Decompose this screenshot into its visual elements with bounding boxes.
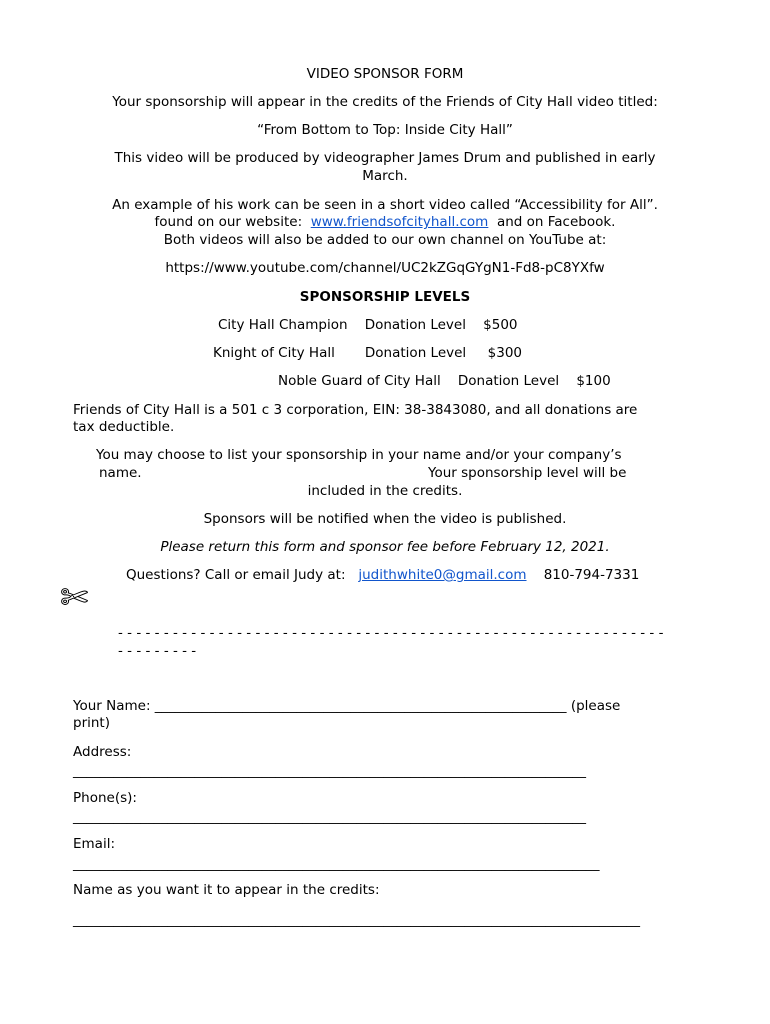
level-label: Donation Level [457, 373, 560, 389]
example-text-line3: Both videos will also be added to our own channel on YouTube at: [163, 232, 607, 248]
example-text-line2 [0, 213, 770, 231]
phone-line: ____________________________________________________________________________ [73, 809, 586, 825]
tax-text-line2: tax deductible. [73, 419, 175, 435]
level-row-champion [218, 316, 518, 334]
tax-text-line1: Friends of City Hall is a 501 c 3 corporation, EIN: 38-3843080, and all donations are [73, 402, 638, 418]
name-field-label-cont: print) [73, 715, 110, 731]
credits-name-line: ____________________________________________________________________________________ [73, 912, 640, 928]
questions-line [126, 566, 639, 584]
level-row-knight [213, 344, 522, 362]
example-text-post: and on Facebook. [496, 214, 616, 230]
choose-text-line3: included in the credits. [307, 483, 463, 499]
return-note: Please return this form and sponsor fee before February 12, 2021. [160, 539, 610, 555]
email-link[interactable]: judithwhite0@gmail.com [358, 567, 527, 583]
video-title: “From Bottom to Top: Inside City Hall” [257, 122, 513, 138]
website-link[interactable]: www.friendsofcityhall.com [310, 214, 489, 230]
level-name: City Hall Champion [218, 317, 348, 333]
level-amount: $500 [483, 317, 518, 333]
youtube-url: https://www.youtube.com/channel/UC2kZGqGYgN1-Fd8-pC8YXfw [165, 260, 605, 276]
email-label: Email: [73, 836, 116, 852]
email-line: ______________________________________________________________________________ [73, 856, 600, 872]
choose-text-line1: You may choose to list your sponsorship in your name and/or your company’s [96, 447, 622, 463]
level-amount: $100 [576, 373, 611, 389]
choose-text-line2a: name. [99, 465, 142, 481]
form-title: VIDEO SPONSOR FORM [306, 66, 464, 82]
example-text-line1: An example of his work can be seen in a short video called “Accessibility for All”. [112, 197, 658, 213]
phone-number: 810-794-7331 [543, 567, 640, 583]
level-label: Donation Level [364, 317, 466, 333]
levels-heading: SPONSORSHIP LEVELS [299, 289, 471, 305]
level-row-noble [278, 372, 611, 390]
scissors-icon: ✄ [60, 578, 89, 618]
address-label: Address: [73, 744, 132, 760]
intro-text: Your sponsorship will appear in the credits of the Friends of City Hall video titled: [112, 94, 658, 110]
level-label: Donation Level [364, 345, 467, 361]
address-line: ____________________________________________________________________________ [73, 763, 586, 779]
level-amount: $300 [487, 345, 523, 361]
produced-text-line2: March. [362, 168, 408, 184]
level-name: Noble Guard of City Hall [278, 373, 441, 389]
produced-text-line1: This video will be produced by videographer James Drum and published in early [114, 150, 656, 166]
name-field-label: Your Name: _____________________________________________________________ (please [73, 698, 621, 714]
credits-name-label: Name as you want it to appear in the credits: [73, 882, 380, 898]
choose-text-line2b: Your sponsorship level will be [428, 465, 627, 481]
cut-line-1: - - - - - - - - - - - - - - - - - - - - - - - - - - - - - - - - - - - - - - - - - - - - - - - - - - - - - - - - - - - - [118, 625, 664, 641]
phone-label: Phone(s): [73, 790, 137, 806]
questions-text: Questions? Call or email Judy at: [126, 567, 346, 583]
example-text-pre: found on our website: [154, 214, 303, 230]
cut-line-2: - - - - - - - - - [118, 643, 197, 659]
level-name: Knight of City Hall [213, 345, 335, 361]
notified-text: Sponsors will be notified when the video is published. [203, 511, 567, 527]
